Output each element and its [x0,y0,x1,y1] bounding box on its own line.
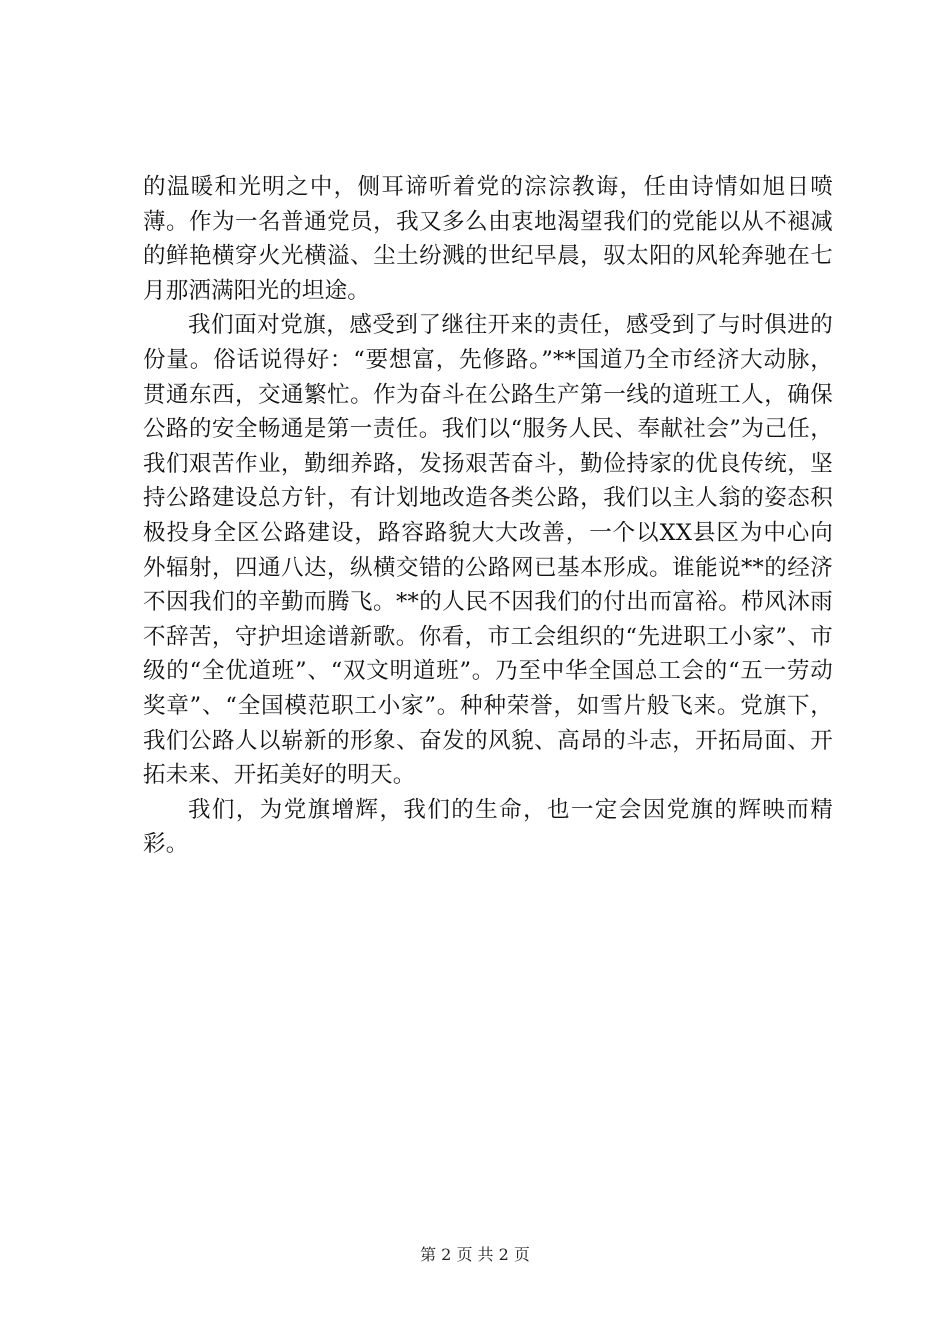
page-number-label: 第 2 页 共 2 页 [420,1245,530,1264]
paragraph-2: 我们面对党旗，感受到了继往开来的责任，感受到了与时俱进的份量。俗话说得好：“要想富，先修路。”**国道乃全市经济大动脉，贯通东西，交通繁忙。作为奋斗在公路生产第一线的道班工人，确保公路的安全畅通是第一责任。我们以“服务人民、奉献社会”为己任，我们艰苦作业，勤细养路，发扬艰苦奋斗，勤俭持家的优良传统，坚持公路建设总方针，有计划地改造各类公路，我们以主人翁的姿态积极投身全区公路建设，路容路貌大大改善，一个以XX县区为中心向外辐射，四通八达，纵横交错的公路网已基本形成。谁能说**的经济不因我们的辛勤而腾飞。**的人民不因我们的付出而富裕。栉风沐雨不辞苦，守护坦途谱新歌。你看，市工会组织的“先进职工小家”、市级的“全优道班”、“双文明道班”。乃至中华全国总工会的“五一劳动奖章”、“全国模范职工小家”。种种荣誉，如雪片般飞来。党旗下，我们公路人以崭新的形象、奋发的风貌、高昂的斗志，开拓局面、开拓未来、开拓美好的明天。 [143,312,833,789]
document-body [143,170,833,862]
paragraph-3: 我们，为党旗增辉，我们的生命，也一定会因党旗的辉映而精彩。 [143,796,833,858]
page-footer [0,1244,950,1266]
paragraph-1: 的温暖和光明之中，侧耳谛听着党的淙淙教诲，任由诗情如旭日喷薄。作为一名普通党员，我又多么由衷地渴望我们的党能以从不褪减的鲜艳横穿火光横溢、尘土纷溅的世纪早晨，驭太阳的风轮奔驰在七月那洒满阳光的坦途。 [143,174,833,304]
